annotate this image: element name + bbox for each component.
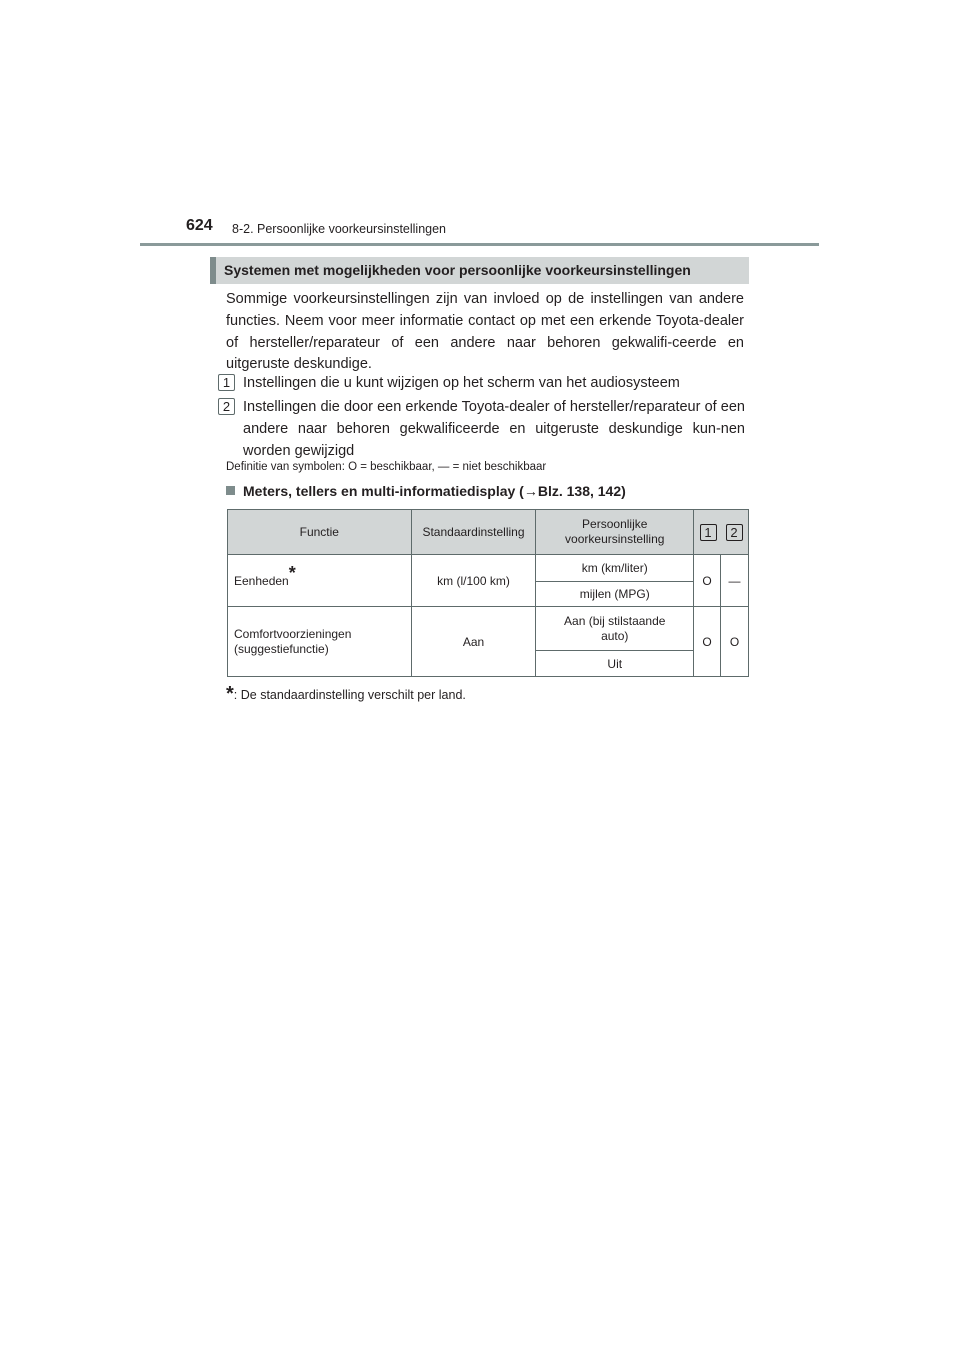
table-row — [228, 555, 749, 582]
row-2-col2: O — [721, 607, 749, 677]
row-1-function — [228, 555, 412, 607]
header-number-box-2: 2 — [726, 524, 743, 541]
row-2-option-2: Uit — [536, 651, 694, 677]
row-1-col2: — — [721, 555, 749, 607]
header-custom: Persoonlijke voorkeursinstelling — [536, 510, 694, 555]
footnote-star: * — [226, 683, 234, 705]
page-number: 624 — [186, 217, 213, 234]
header-rule — [140, 243, 819, 246]
item-1-text: Instellingen die u kunt wijzigen op het scherm van het audiosysteem — [243, 375, 680, 391]
row-2-option-1: Aan (bij stilstaande auto) — [536, 607, 694, 651]
section-title: Systemen met mogelijkheden voor persoonlijke voorkeursinstellingen — [224, 262, 691, 278]
square-bullet-icon — [226, 486, 235, 495]
row-1-col1: O — [694, 555, 721, 607]
row-1-footnote-star: * — [288, 563, 296, 583]
settings-table — [227, 509, 749, 677]
row-1-default: km (l/100 km) — [411, 555, 536, 607]
row-2-function: Comfortvoorzieningen (suggestiefunctie) — [228, 607, 412, 677]
footnote-text: : De standaardinstelling verschilt per land. — [233, 688, 466, 702]
header-number-box-1: 1 — [700, 524, 717, 541]
subsection-heading — [226, 483, 626, 499]
row-1-option-1: km (km/liter) — [536, 555, 694, 582]
section-heading-bar — [210, 257, 749, 284]
table-row — [228, 607, 749, 651]
item-2-text: Instellingen die door een erkende Toyota-dealer of hersteller/reparateur of een andere naar behoren gekwalificeerde en uitgeruste deskundige kun-nen worden gewijzigd — [243, 399, 745, 459]
number-box-2: 2 — [218, 398, 235, 415]
table-header-row — [228, 510, 749, 555]
row-2-default: Aan — [411, 607, 536, 677]
row-2-col1: O — [694, 607, 721, 677]
header-function: Functie — [228, 510, 412, 555]
footnote — [226, 683, 466, 706]
number-box-1: 1 — [218, 374, 235, 391]
subsection-title: Meters, tellers en multi-informatiedisplay (→Blz. 138, 142) — [243, 483, 626, 499]
header-columns — [694, 510, 749, 555]
row-1-function-text: Eenheden — [234, 574, 289, 588]
header-default: Standaardinstelling — [411, 510, 536, 555]
symbol-definitions: Definitie van symbolen: O = beschikbaar, — = niet beschikbaar — [226, 461, 547, 473]
intro-paragraph: Sommige voorkeursinstellingen zijn van invloed op de instellingen van andere functies. Neem voor meer informatie contact op met een erkende Toyota-dealer of hersteller/reparateur of een andere naar behoren gekwalifi-ceerde en uitgeruste deskundige. — [226, 291, 744, 373]
row-1-option-2: mijlen (MPG) — [536, 582, 694, 607]
chapter-title: 8-2. Persoonlijke voorkeursinstellingen — [232, 222, 447, 236]
